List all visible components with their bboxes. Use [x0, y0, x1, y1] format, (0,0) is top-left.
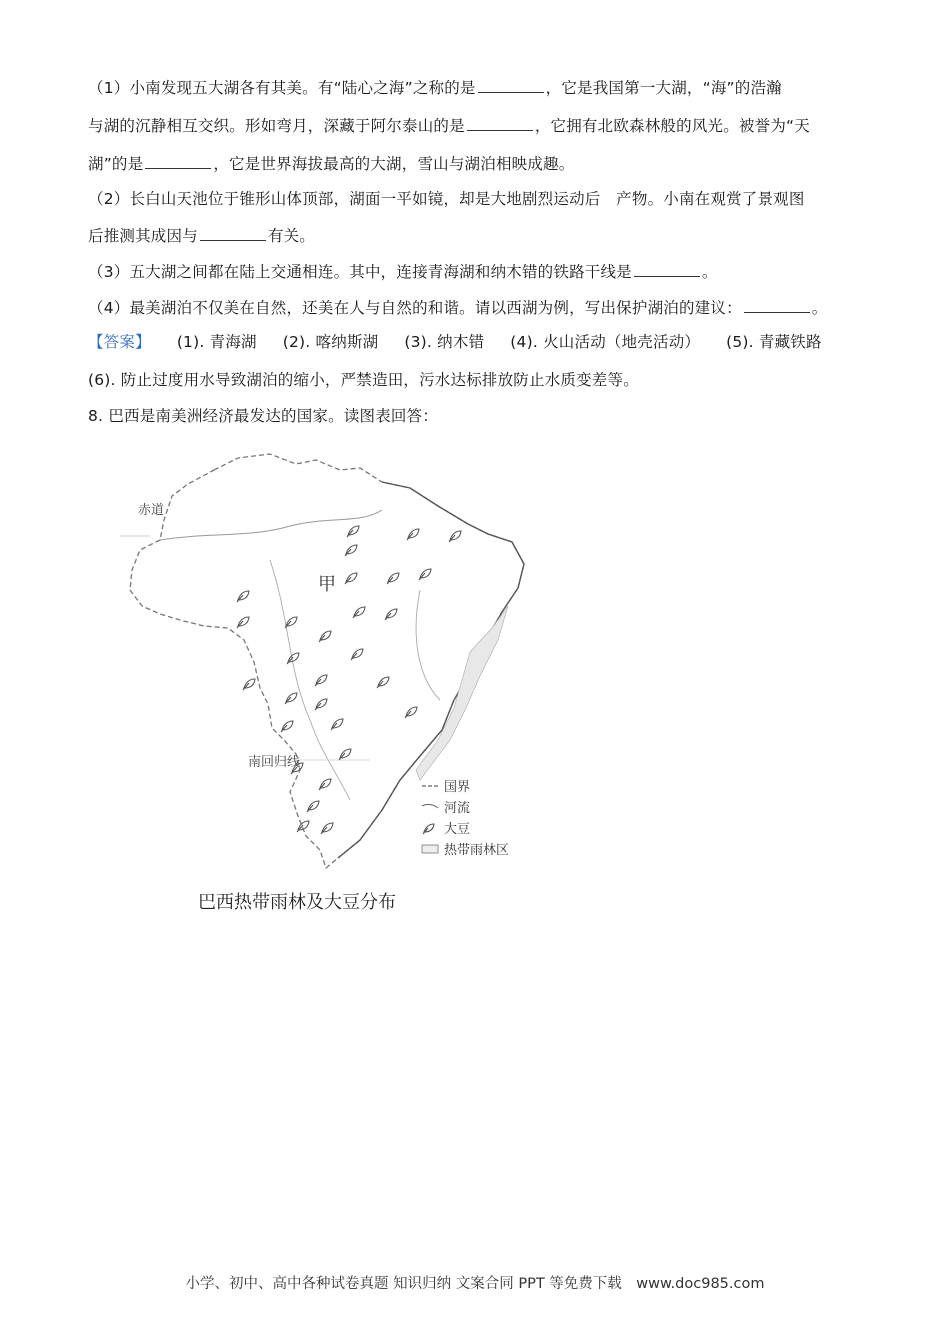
- soybean-mark: [281, 721, 293, 732]
- soybean-mark: [319, 779, 331, 790]
- soybean-mark: [307, 801, 319, 812]
- q8-title: 8. 巴西是南美洲经济最发达的国家。读图表回答：: [88, 407, 439, 425]
- answer-tag: 【答案】: [88, 333, 151, 351]
- soybean-mark: [285, 693, 297, 704]
- soybean-mark: [419, 569, 431, 580]
- soybean-icon: [423, 824, 434, 834]
- q7-part3: （3）五大湖之间都在陆上交通相连。其中，连接青海湖和纳木错的铁路干线是 。: [88, 263, 718, 281]
- soybean-mark: [331, 719, 343, 730]
- soybean-mark: [237, 591, 249, 602]
- answer-4: (4). 火山活动（地壳活动）: [510, 333, 701, 351]
- soybean-mark: [315, 675, 327, 686]
- soybean-mark: [347, 526, 359, 537]
- soybean-mark: [405, 707, 417, 718]
- soybean-mark: [297, 821, 309, 832]
- answer-1: (1). 青海湖: [176, 333, 257, 351]
- legend-river: 河流: [444, 801, 471, 816]
- soybean-mark: [319, 631, 331, 642]
- map-caption: 巴西热带雨林及大豆分布: [198, 892, 396, 913]
- soybean-mark: [353, 607, 365, 618]
- answer-3: (3). 纳木错: [404, 333, 485, 351]
- answer-blank: [478, 78, 544, 93]
- soybean-mark: [407, 529, 419, 540]
- equator-label: 赤道: [138, 503, 165, 518]
- soybean-symbols: [237, 526, 461, 834]
- q7-part1-line1: （1）小南发现五大湖各有其美。有“陆心之海”之称的是 ，它是我国第一大湖，“海”的浩瀚: [88, 79, 782, 97]
- answer-blank: [634, 262, 700, 277]
- soybean-mark: [387, 573, 399, 584]
- soybean-mark: [321, 823, 333, 834]
- soybean-mark: [237, 617, 249, 628]
- legend-border: 国界: [444, 780, 471, 795]
- q7-part2-line1: （2）长白山天池位于锥形山体顶部，湖面一平如镜，却是大地剧烈运动后 产物。小南在观赏了景观图: [88, 190, 805, 208]
- q7-part2-line2: 后推测其成因与 有关。: [88, 227, 316, 245]
- soybean-mark: [449, 531, 461, 542]
- brazil-map: [120, 440, 540, 880]
- soybean-mark: [285, 617, 297, 628]
- answer-6: (6). 防止过度用水导致湖泊的缩小，严禁造田，污水达标排放防止水质变差等。: [88, 371, 639, 389]
- legend-rainforest: 热带雨林区: [444, 843, 510, 858]
- region-jia-label: 甲: [318, 574, 336, 595]
- answer-2: (2). 喀纳斯湖: [282, 333, 379, 351]
- soybean-mark: [243, 679, 255, 690]
- tropic-label: 南回归线: [248, 755, 301, 770]
- soybean-mark: [345, 573, 357, 584]
- q7-part1-line3: 湖”的是 ，它是世界海拔最高的大湖，雪山与湖泊相映成趣。: [88, 155, 575, 173]
- q7-part1-line2: 与湖的沉静相互交织。形如弯月，深藏于阿尔泰山的是 ，它拥有北欧森林般的风光。被誉为“天: [88, 117, 810, 135]
- answer-5: (5). 青藏铁路: [726, 333, 822, 351]
- soybean-mark: [339, 749, 351, 760]
- q7-part4: （4）最美湖泊不仅美在自然，还美在人与自然的和谐。请以西湖为例，写出保护湖泊的建议： 。: [88, 299, 828, 317]
- legend-soybean: 大豆: [444, 822, 471, 837]
- rainforest-area-icon: [416, 606, 508, 780]
- soybean-mark: [351, 649, 363, 660]
- answer-blank: [744, 298, 810, 313]
- answer-blank: [467, 116, 533, 131]
- answer-blank: [200, 226, 266, 241]
- soybean-mark: [315, 699, 327, 710]
- soybean-mark: [345, 545, 357, 556]
- soybean-mark: [385, 609, 397, 620]
- answer-blank: [145, 154, 211, 169]
- soybean-mark: [377, 677, 389, 688]
- footer: 小学、初中、高中各种试卷真题 知识归纳 文案合同 PPT 等免费下载 www.doc985.com: [185, 1276, 765, 1292]
- map-legend: [422, 780, 509, 858]
- answer-line: [88, 330, 822, 352]
